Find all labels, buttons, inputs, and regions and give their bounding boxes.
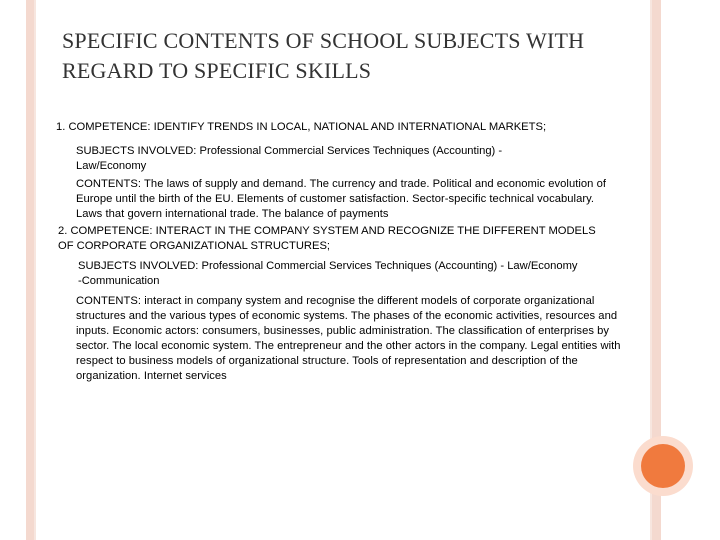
slide-title: SPECIFIC CONTENTS OF SCHOOL SUBJECTS WITH REGARD TO SPECIFIC SKILLS bbox=[62, 28, 585, 83]
contents-2: CONTENTS: interact in company system and recognise the different models of corporate organizational structures and the various types of economic systems. The phases of the economic activities, resources and inputs. Economic actors: consumers, businesses, public administration. The classification of enterprises by sector. The local economic system. The entrepreneur and the other actors in the company. Legal entities with respect to business models of organizational structure. Tools of representation and description of the organization. Internet services bbox=[76, 295, 621, 382]
left-border-line bbox=[34, 0, 36, 540]
subjects-involved-2: SUBJECTS INVOLVED: Professional Commercial Services Techniques (Accounting) - Law/Economy -Communication bbox=[78, 260, 578, 287]
contents-1: CONTENTS: The laws of supply and demand. The currency and trade. Political and economic evolution of Europe until the birth of the EU. Elements of customer satisfaction. Sector-specific technical vocabulary. Laws that govern international trade. The balance of payments bbox=[76, 178, 607, 220]
competence-1: 1. COMPETENCE: IDENTIFY TRENDS IN LOCAL, NATIONAL AND INTERNATIONAL MARKETS; bbox=[56, 121, 547, 133]
competence-2: 2. COMPETENCE: INTERACT IN THE COMPANY SYSTEM AND RECOGNIZE THE DIFFERENT MODELS OF CORPORATE ORGANIZATIONAL STRUCTURES; bbox=[58, 225, 596, 252]
subjects-involved-1: SUBJECTS INVOLVED: Professional Commercial Services Techniques (Accounting) - Law/Economy bbox=[76, 145, 503, 172]
left-border-stripe bbox=[26, 0, 34, 540]
decorative-circle-inner bbox=[641, 444, 685, 488]
